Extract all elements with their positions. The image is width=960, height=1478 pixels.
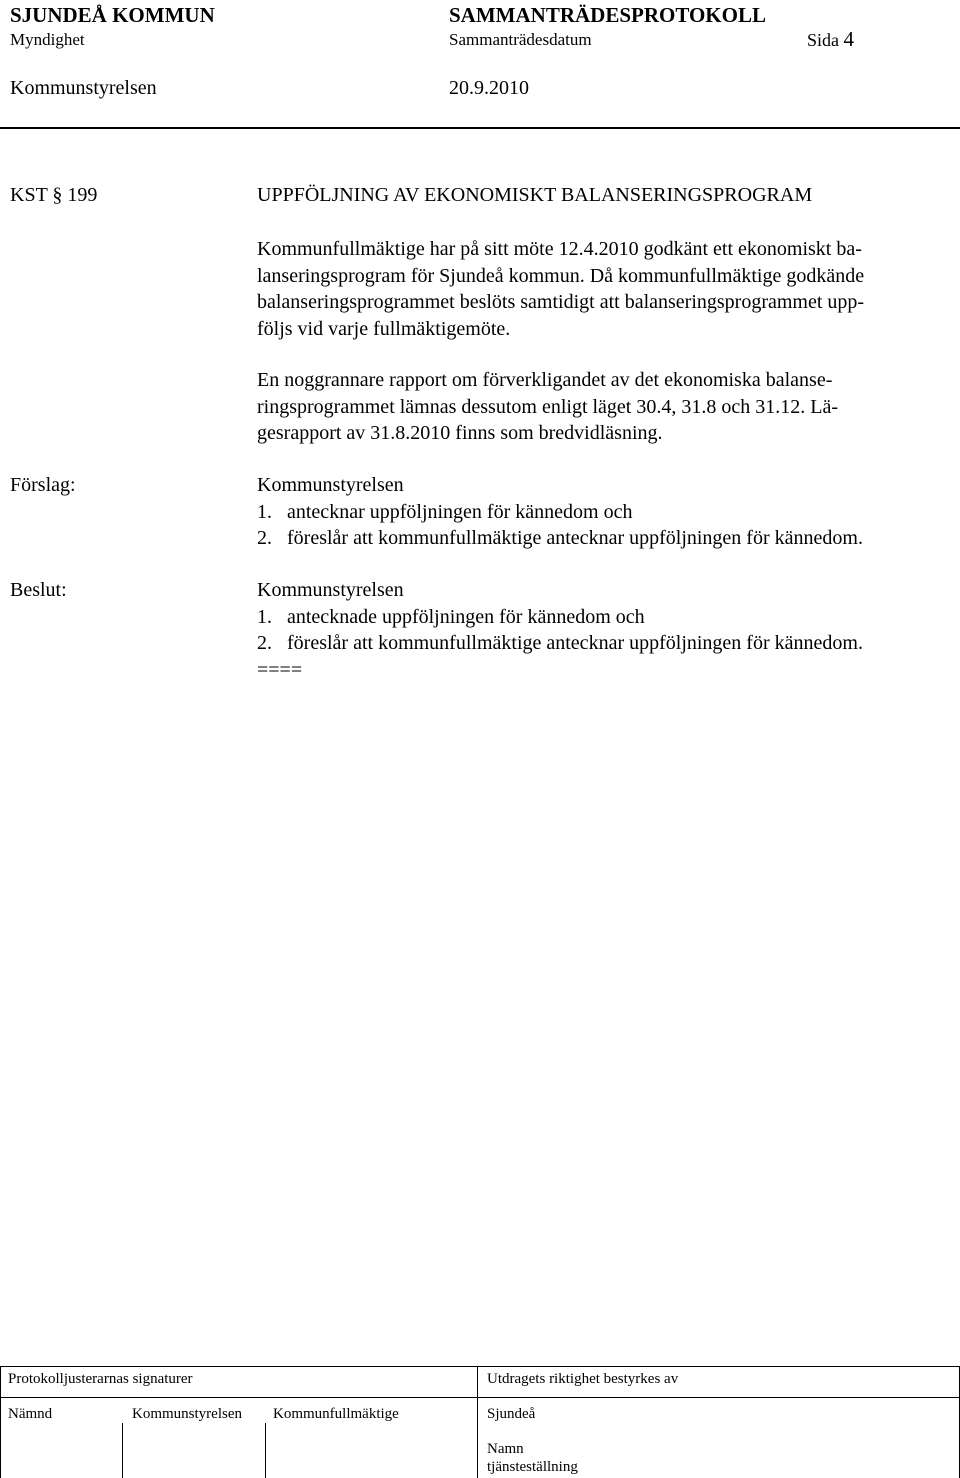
paragraph-2	[257, 367, 957, 447]
signature-column: Kommunfullmäktige	[273, 1406, 399, 1422]
signature-column: Kommunstyrelsen	[132, 1406, 242, 1422]
certifier-municipality: Sjundeå	[487, 1406, 536, 1422]
meeting-date: 20.9.2010	[449, 77, 529, 99]
paragraph-line: En noggrannare rapport om förverkligandet av det ekonomiska balanse-	[257, 369, 833, 391]
item-number: KST § 199	[10, 184, 98, 206]
certifier-position-label: tjänsteställning	[487, 1459, 578, 1475]
signature-column: Nämnd	[8, 1406, 53, 1422]
document-type: SAMMANTRÄDESPROTOKOLL	[449, 3, 766, 27]
decision-block	[257, 577, 957, 683]
footer-top-rule	[0, 1366, 960, 1367]
page-number: 4	[843, 27, 855, 51]
proposal-body: Kommunstyrelsen	[257, 474, 404, 496]
page-label: Sida	[807, 30, 840, 50]
decision-body: Kommunstyrelsen	[257, 579, 404, 601]
authority-label: Myndighet	[10, 30, 85, 49]
paragraph-1	[257, 236, 957, 342]
certified-label: Utdragets riktighet bestyrkes av	[487, 1371, 679, 1387]
header-divider	[0, 127, 960, 129]
list-item: 2. föreslår att kommunfullmäktige antecknar uppföljningen för kännedom.	[257, 632, 863, 654]
list-item: 1. antecknade uppföljningen för kännedom och	[257, 605, 645, 628]
org-name: SJUNDEÅ KOMMUN	[10, 3, 215, 27]
page-indicator	[807, 27, 854, 52]
footer-divider	[477, 1366, 478, 1478]
footer-mid-rule	[0, 1397, 960, 1398]
paragraph-line: gesrapport av 31.8.2010 finns som bredvidläsning.	[257, 422, 663, 444]
paragraph-line: ringsprogrammet lämnas dessutom enligt läget 30.4, 31.8 och 31.12. Lä-	[257, 395, 838, 418]
signature-cell-divider	[265, 1423, 266, 1478]
item-title: UPPFÖLJNING AV EKONOMISKT BALANSERINGSPROGRAM	[257, 184, 813, 206]
signatures-label: Protokolljusterarnas signaturer	[8, 1371, 193, 1387]
end-marker: ====	[257, 658, 303, 681]
decision-label: Beslut:	[10, 579, 67, 601]
authority: Kommunstyrelsen	[10, 77, 157, 99]
paragraph-line: lanseringsprogram för Sjundeå kommun. Då kommunfullmäktige godkände	[257, 264, 865, 287]
signature-cell-divider	[122, 1423, 123, 1478]
paragraph-line: Kommunfullmäktige har på sitt möte 12.4.2010 godkänt ett ekonomiskt ba-	[257, 238, 862, 260]
paragraph-line: följs vid varje fullmäktigemöte.	[257, 317, 511, 340]
footer-left-rule	[0, 1366, 1, 1478]
date-label: Sammanträdesdatum	[449, 30, 592, 49]
paragraph-line: balanseringsprogrammet beslöts samtidigt att balanseringsprogrammet upp-	[257, 291, 865, 313]
certifier-name-label: Namn	[487, 1441, 524, 1457]
list-item: 1. antecknar uppföljningen för kännedom och	[257, 500, 633, 523]
list-item: 2. föreslår att kommunfullmäktige antecknar uppföljningen för kännedom.	[257, 527, 863, 549]
proposal-label: Förslag:	[10, 474, 76, 496]
proposal-block	[257, 472, 957, 552]
